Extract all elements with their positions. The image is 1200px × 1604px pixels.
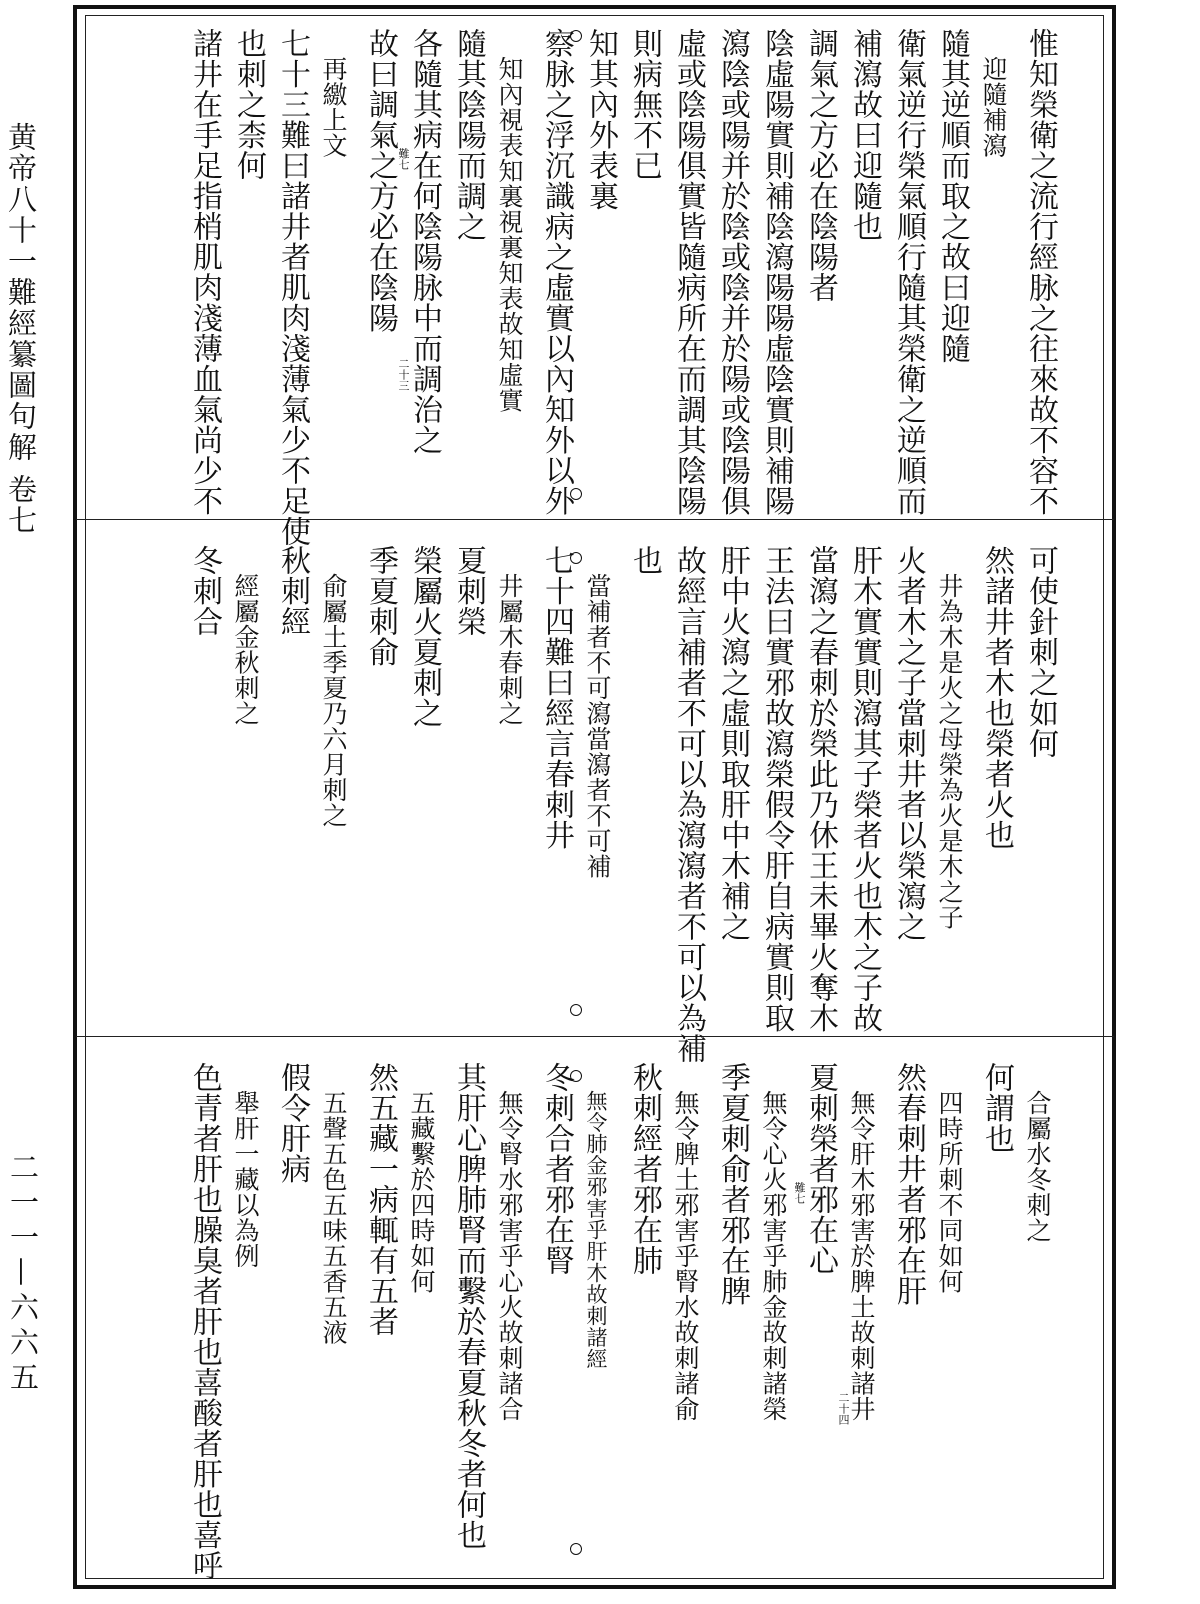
text-column: 肝中火瀉之虛則取肝中木補之 bbox=[715, 545, 750, 942]
text-column: 再繳上文 bbox=[319, 56, 348, 158]
text-column: 榮屬火夏刺之 bbox=[407, 545, 442, 728]
circle-mark bbox=[570, 1543, 582, 1555]
text-column: 當瀉之春刺於榮此乃休王未畢火奪木 bbox=[803, 545, 838, 1033]
text-column: 無令肺金邪害乎肝木故刺諸經 bbox=[584, 1090, 608, 1370]
text-column: 色青者肝也臊臭者肝也喜酸者肝也喜呼 bbox=[187, 1062, 222, 1581]
text-column: 王法曰實邪故瀉榮假令肝自病實則取 bbox=[759, 545, 794, 1033]
text-column: 四時所刺不同如何 bbox=[935, 1090, 964, 1294]
column-note: 二十四 bbox=[837, 1392, 850, 1425]
text-column: 假令肝病 bbox=[275, 1062, 310, 1184]
circle-mark bbox=[570, 488, 582, 500]
text-column: 迎隨補瀉 bbox=[979, 56, 1008, 158]
circle-mark bbox=[570, 1070, 582, 1082]
text-column: 惟知榮衛之流行經脉之往來故不容不 bbox=[1023, 28, 1058, 516]
text-band-top bbox=[120, 28, 1075, 547]
text-column: 秋刺經 bbox=[275, 545, 310, 637]
text-column: 無令脾土邪害乎腎水故刺諸俞 bbox=[671, 1090, 700, 1422]
text-column: 補瀉故曰迎隨也 bbox=[847, 28, 882, 242]
text-column: 隨其逆順而取之故曰迎隨 bbox=[935, 28, 970, 364]
text-column: 調氣之方必在陰陽者 bbox=[803, 28, 838, 303]
text-column: 秋刺經者邪在肺 bbox=[627, 1062, 662, 1276]
text-column: 也 bbox=[627, 545, 662, 576]
text-column: 無令腎水邪害乎心火故刺諸合 bbox=[495, 1090, 524, 1422]
text-column: 七十四難曰經言春刺井 bbox=[539, 545, 574, 850]
text-column: 何謂也 bbox=[979, 1062, 1014, 1154]
text-column: 肝木實實則瀉其子榮者火也木之子故 bbox=[847, 545, 882, 1033]
text-column: 冬刺合 bbox=[187, 545, 222, 637]
text-column: 然五藏一病輒有五者 bbox=[363, 1062, 398, 1337]
text-column: 知內視表知裏視裏知表故知虛實 bbox=[495, 56, 524, 413]
text-column: 則病無不已 bbox=[627, 28, 662, 181]
text-column: 無令心火邪害乎肺金故刺諸榮 bbox=[759, 1090, 788, 1422]
text-column: 衛氣逆行榮氣順行隨其榮衛之逆順而 bbox=[891, 28, 926, 516]
band-divider bbox=[76, 519, 1114, 520]
text-column: 虛或陰陽俱實皆隨病所在而調其陰陽 bbox=[671, 28, 706, 516]
text-column: 無令肝木邪害於脾土故刺諸井 bbox=[847, 1090, 876, 1422]
text-column: 五聲五色五味五香五液 bbox=[319, 1090, 348, 1345]
text-column: 瀉陰或陽并於陰或陰并於陽或陰陽俱 bbox=[715, 28, 750, 516]
text-column: 俞屬土季夏乃六月刺之 bbox=[319, 573, 348, 828]
book-title-margin: 黄帝八十一難經纂圖句解 卷七 bbox=[4, 122, 38, 537]
text-column: 舉肝一藏以為例 bbox=[231, 1090, 260, 1269]
text-column: 察脉之浮沉識病之虛實以內知外以外 bbox=[539, 28, 574, 516]
text-column: 隨其陰陽而調之 bbox=[451, 28, 486, 242]
text-column: 合屬水冬刺之 bbox=[1023, 1090, 1052, 1243]
text-column: 火者木之子當刺井者以榮瀉之 bbox=[891, 545, 926, 942]
column-note: 難七 bbox=[397, 148, 410, 170]
text-column: 陰虛陽實則補陰瀉陽陽虛陰實則補陽 bbox=[759, 28, 794, 516]
text-column: 也刺之柰何 bbox=[231, 28, 266, 181]
text-column: 季夏刺俞 bbox=[363, 545, 398, 667]
text-column: 井屬木春刺之 bbox=[495, 573, 524, 726]
text-column: 五藏繫於四時如何 bbox=[407, 1090, 436, 1294]
text-column: 故經言補者不可以為瀉瀉者不可以為補 bbox=[671, 545, 706, 1064]
text-column: 季夏刺俞者邪在脾 bbox=[715, 1062, 750, 1306]
band-divider bbox=[76, 1036, 1114, 1037]
text-column: 井為木是火之母榮為火是木之子 bbox=[935, 573, 964, 930]
text-column: 然諸井者木也榮者火也 bbox=[979, 545, 1014, 850]
text-column: 冬刺合者邪在腎 bbox=[539, 1062, 574, 1276]
text-column: 夏刺榮 bbox=[451, 545, 486, 637]
circle-mark bbox=[570, 1004, 582, 1016]
text-band-bottom bbox=[120, 1062, 1075, 1581]
circle-mark bbox=[570, 552, 582, 564]
text-band-middle bbox=[120, 545, 1075, 1064]
text-column: 七十三難曰諸井者肌肉淺薄氣少不足使 bbox=[275, 28, 310, 547]
text-column: 然春刺井者邪在肝 bbox=[891, 1062, 926, 1306]
text-column: 其肝心脾肺腎而繫於春夏秋冬者何也 bbox=[451, 1062, 486, 1550]
text-column: 各隨其病在何陰陽脉中而調治之 bbox=[407, 28, 442, 455]
text-column: 故曰調氣之方必在陰陽 bbox=[363, 28, 398, 333]
text-column: 知其內外表裏 bbox=[583, 28, 618, 211]
text-column: 經屬金秋刺之 bbox=[231, 573, 260, 726]
text-column: 當補者不可瀉當瀉者不可補 bbox=[583, 573, 612, 879]
column-note: 難七 bbox=[793, 1182, 806, 1204]
text-column: 可使針刺之如何 bbox=[1023, 545, 1058, 759]
circle-mark bbox=[570, 30, 582, 42]
page-number-margin: 二一一—六六五 bbox=[6, 1152, 40, 1397]
text-column: 夏刺榮者邪在心 bbox=[803, 1062, 838, 1276]
text-column: 諸井在手足指梢肌肉淺薄血氣尚少不 bbox=[187, 28, 222, 516]
column-note: 二十三 bbox=[397, 358, 410, 391]
